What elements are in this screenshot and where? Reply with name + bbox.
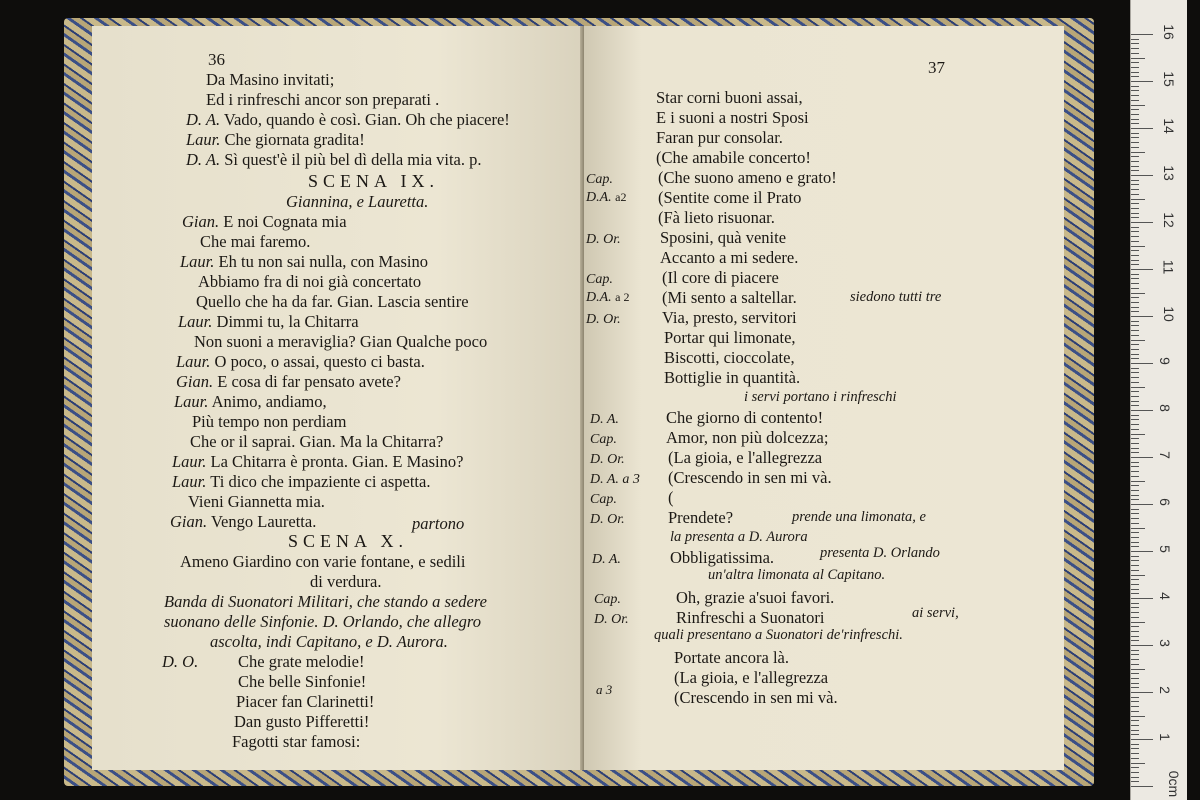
ruler-tick [1131,255,1139,256]
ruler-tick [1131,236,1139,237]
ruler-tick [1131,607,1139,608]
speaker-label: Cap. [594,592,621,607]
text-line: Faran pur consolar. [656,128,783,147]
ruler-label: 2 [1156,686,1173,694]
ruler-tick [1131,438,1139,439]
text-line: Da Masino invitati; [206,70,335,89]
speaker-label: Cap. [590,492,617,507]
ruler-tick [1131,114,1139,115]
text-line: Vieni Giannetta mia. [188,492,325,511]
text-line: Laur. Dimmi tu, la Chitarra [178,312,359,331]
text-line: Che or il saprai. Gian. Ma la Chitarra? [190,432,444,451]
speaker-label: Cap. [586,172,613,187]
text-line: (Che suono ameno e grato! [658,168,837,187]
ruler-tick [1131,81,1153,82]
ruler-tick [1131,53,1139,54]
speaker-label: D. Or. [590,452,625,467]
ruler-tick [1131,490,1139,491]
ruler-label: 14 [1160,118,1177,134]
left-page [92,26,584,770]
ruler-tick [1131,650,1139,651]
ruler-tick [1131,344,1139,345]
speaker-label: D. A. a 3 [590,472,640,487]
ruler-tick [1131,513,1139,514]
ruler-tick [1131,109,1139,110]
ruler-tick [1131,241,1139,242]
ruler-tick [1131,711,1139,712]
ruler-label: 1 [1156,733,1173,741]
character-list: Giannina, e Lauretta. [286,192,429,211]
ruler-tick [1131,401,1139,402]
ruler-tick [1131,396,1139,397]
ruler-tick [1131,231,1139,232]
ruler-tick [1131,325,1139,326]
ruler-tick [1131,43,1139,44]
speaker-label: D. Or. [586,232,621,247]
ruler-tick [1131,504,1153,505]
text-line: D. A. Sì quest'è il più bel dì della mia vita. p. [186,150,482,169]
text-line: Laur. O poco, o assai, questo ci basta. [176,352,425,371]
text-line: (Il core di piacere [662,268,779,287]
ruler-tick [1131,368,1139,369]
scene-heading: SCENA IX. [308,171,440,191]
text-line: Gian. E noi Cognata mia [182,212,347,231]
ruler-tick [1131,434,1145,435]
ruler-tick [1131,537,1139,538]
ruler-tick [1131,100,1139,101]
text-line: Ameno Giardino con varie fontane, e sedili [180,552,466,571]
ruler-tick [1131,664,1139,665]
ruler-label: 6 [1156,498,1173,506]
text-line: Che mai faremo. [200,232,311,251]
ruler-tick [1131,67,1139,68]
speaker-label: D. A. [590,412,619,427]
speaker-label: a 3 [596,682,613,697]
text-line: (La gioia, e l'allegrezza [668,448,823,467]
ruler-tick [1131,335,1139,336]
text-line: Dan gusto Pifferetti! [234,712,370,731]
stage-direction: un'altra limonata al Capitano. [708,567,886,583]
ruler-tick [1131,631,1139,632]
text-line: Abbiamo fra di noi già concertato [198,272,422,291]
right-page [584,26,1064,770]
ruler-tick [1131,283,1139,284]
text-line: Amor, non più dolcezza; [666,428,829,447]
ruler-tick [1131,706,1139,707]
ruler-tick [1131,640,1139,641]
ruler-tick [1131,246,1145,247]
text-line: Obbligatissima. [670,548,775,567]
ruler-tick [1131,382,1139,383]
ruler-tick [1131,786,1153,787]
text-line: (Crescendo in sen mi và. [668,468,832,487]
speaker-label: D. Or. [594,612,629,627]
ruler-tick [1131,546,1139,547]
ruler-tick [1131,72,1139,73]
speaker-label: D.A. a 2 [586,290,630,305]
ruler-tick [1131,551,1153,552]
stage-direction: prende una limonata, e [792,509,926,525]
speaker-label: D.A. a2 [586,190,627,205]
ruler-label: 5 [1156,545,1173,553]
ruler-tick [1131,692,1153,693]
ruler-tick [1131,579,1139,580]
ruler-tick [1131,626,1139,627]
ruler-label: 3 [1156,639,1173,647]
ruler-tick [1131,358,1139,359]
text-line: Laur. Ti dico che impaziente ci aspetta. [172,472,431,491]
speaker-label: D. A. [592,552,621,567]
ruler-tick [1131,476,1139,477]
ruler-tick [1131,462,1139,463]
ruler-tick [1131,443,1139,444]
ruler-tick [1131,184,1139,185]
ruler-tick [1131,377,1139,378]
ruler-tick [1131,589,1139,590]
ruler-tick [1131,734,1139,735]
text-line: Fagotti star famosi: [232,732,361,751]
ruler-tick [1131,457,1153,458]
stage-direction: Banda di Suonatori Militari, che stando a sedere [164,592,487,611]
scene-heading: SCENA X. [288,531,409,551]
ruler-tick [1131,321,1139,322]
ruler-tick [1131,302,1139,303]
ruler-tick [1131,48,1139,49]
ruler-tick [1131,612,1139,613]
text-line: Che belle Sinfonie! [238,672,367,691]
ruler-label: 8 [1156,404,1173,412]
ruler-tick [1131,405,1139,406]
stage-direction: quali presentano a Suonatori de'rinfreschi. [654,627,903,643]
text-line: Gian. Vengo Lauretta. [170,512,317,531]
ruler-tick [1131,128,1153,129]
text-line: (Mi sento a saltellar. [662,288,797,307]
page-number: 37 [928,58,945,77]
ruler-label: 16 [1160,24,1177,40]
ruler-tick [1131,194,1139,195]
ruler-tick [1131,565,1139,566]
text-line: Portar qui limonate, [664,328,796,347]
ruler-tick [1131,123,1139,124]
ruler-tick [1131,119,1139,120]
ruler-tick [1131,161,1139,162]
text-line: Più tempo non perdiam [192,412,347,431]
text-line: Piacer fan Clarinetti! [236,692,375,711]
text-line: Prendete? [668,508,734,527]
text-line: Rinfreschi a Suonatori [676,608,825,627]
ruler-label: 15 [1160,71,1177,87]
text-line: Bottiglie in quantità. [664,368,801,387]
ruler-tick [1131,180,1139,181]
ruler-tick [1131,419,1139,420]
ruler-tick [1131,598,1153,599]
ruler-tick [1131,683,1139,684]
ruler-label: 4 [1156,592,1173,600]
speaker-label: D. Or. [590,512,625,527]
ruler-tick [1131,678,1139,679]
ruler-tick [1131,288,1139,289]
ruler-tick [1131,429,1139,430]
ruler-tick [1131,636,1139,637]
ruler-tick [1131,584,1139,585]
ruler-tick [1131,659,1139,660]
text-line: ( [668,488,674,507]
ruler-tick [1131,570,1139,571]
stage-direction: la presenta a D. Aurora [670,529,808,545]
ruler-tick [1131,471,1139,472]
ruler-label: 7 [1156,451,1173,459]
ruler-tick [1131,532,1139,533]
ruler-tick [1131,250,1139,251]
ruler-tick [1131,448,1139,449]
ruler-tick [1131,758,1139,759]
ruler-tick [1131,62,1139,63]
stage-direction: suonano delle Sinfonie. D. Orlando, che allegro [164,612,481,631]
ruler-tick [1131,452,1139,453]
ruler-tick [1131,133,1139,134]
ruler-tick [1131,222,1153,223]
ruler-tick [1131,481,1145,482]
ruler-tick [1131,772,1139,773]
text-line: E i suoni a nostri Sposi [656,108,809,127]
ruler-label: 13 [1160,165,1177,181]
ruler-label: 12 [1160,212,1177,228]
ruler-label: 0cm [1166,770,1183,798]
text-line: Oh, grazie a'suoi favori. [676,588,835,607]
stage-direction: i servi portano i rinfreschi [744,389,897,405]
ruler-tick [1131,86,1139,87]
ruler-tick [1131,264,1139,265]
ruler-tick [1131,673,1139,674]
ruler-tick [1131,763,1145,764]
ruler-label: 9 [1156,357,1173,365]
speaker-label: D. Or. [586,312,621,327]
ruler-tick [1131,415,1139,416]
text-line: Star corni buoni assai, [656,88,803,107]
ruler-tick [1131,330,1139,331]
stage-direction: siedono tutti tre [850,289,942,305]
text-line: Laur. Animo, andiamo, [174,392,327,411]
ruler-tick [1131,725,1139,726]
ruler-tick [1131,269,1153,270]
text-line: di verdura. [310,572,382,591]
ruler-tick [1131,753,1139,754]
ruler-tick [1131,603,1139,604]
ruler-tick [1131,424,1139,425]
ruler-tick [1131,739,1153,740]
ruler-tick [1131,372,1139,373]
ruler-tick [1131,716,1145,717]
text-line: Biscotti, cioccolate, [664,348,795,367]
ruler-tick [1131,166,1139,167]
ruler-tick [1131,105,1145,106]
text-line: Laur. Eh tu non sai nulla, con Masino [180,252,428,271]
ruler-tick [1131,485,1139,486]
ruler-tick [1131,701,1139,702]
ruler-tick [1131,363,1153,364]
ruler-tick [1131,208,1139,209]
ruler-tick [1131,617,1139,618]
text-line: Che giorno di contento! [666,408,824,427]
text-line: Sposini, quà venite [660,228,787,247]
ruler-tick [1131,189,1139,190]
text-line: Laur. La Chitarra è pronta. Gian. E Masino? [172,452,464,471]
ruler-tick [1131,175,1153,176]
ruler-tick [1131,152,1145,153]
ruler-tick [1131,509,1139,510]
ruler-tick [1131,217,1139,218]
ruler-tick [1131,744,1139,745]
ruler-tick [1131,39,1139,40]
ruler-tick [1131,781,1139,782]
ruler-tick [1131,90,1139,91]
text-line: (Crescendo in sen mi và. [674,688,838,707]
ruler-tick [1131,697,1139,698]
text-line: (Sentite come il Prato [658,188,802,207]
ruler-tick [1131,293,1145,294]
text-line: Via, presto, servitori [662,308,797,327]
text-line: Portate ancora là. [674,648,789,667]
ruler-tick [1131,720,1139,721]
ruler-tick [1131,354,1139,355]
ruler-tick [1131,95,1139,96]
ruler-tick [1131,575,1145,576]
ruler-tick [1131,560,1139,561]
text-line: Gian. E cosa di far pensato avete? [176,372,401,391]
ruler-tick [1131,391,1139,392]
text-line: Laur. Che giornata gradita! [186,130,365,149]
text-line: D. A. Vado, quando è così. Gian. Oh che piacere! [186,110,510,129]
ruler-tick [1131,278,1139,279]
measurement-ruler [1130,0,1187,800]
ruler-tick [1131,622,1145,623]
ruler-tick [1131,349,1139,350]
ruler-tick [1131,58,1145,59]
ruler-tick [1131,307,1139,308]
ruler-tick [1131,142,1139,143]
ruler-tick [1131,316,1153,317]
stage-direction: partono [412,514,465,533]
ruler-tick [1131,499,1139,500]
ruler-tick [1131,137,1139,138]
ruler-tick [1131,777,1139,778]
text-line: (Che amabile concerto! [656,148,811,167]
ruler-tick [1131,170,1139,171]
ruler-tick [1131,297,1139,298]
ruler-tick [1131,523,1139,524]
ruler-tick [1131,340,1145,341]
ruler-tick [1131,76,1139,77]
text-line: Quello che ha da far. Gian. Lascia sentire [196,292,469,311]
ruler-tick [1131,156,1139,157]
ruler-label: 11 [1160,259,1177,275]
ruler-tick [1131,593,1139,594]
ruler-label: 10 [1160,306,1177,322]
ruler-tick [1131,654,1139,655]
ruler-tick [1131,213,1139,214]
ruler-tick [1131,203,1139,204]
ruler-tick [1131,410,1153,411]
text-line: Accanto a mi sedere. [660,248,799,267]
ruler-tick [1131,199,1145,200]
ruler-tick [1131,669,1145,670]
ruler-tick [1131,687,1139,688]
ruler-tick [1131,227,1139,228]
ruler-tick [1131,730,1139,731]
text-line: D. O. [162,652,199,671]
stage-direction: presenta D. Orlando [820,545,940,561]
ruler-tick [1131,466,1139,467]
ruler-tick [1131,748,1139,749]
text-line: Ed i rinfreschi ancor son preparati . [206,90,440,109]
ruler-tick [1131,311,1139,312]
ruler-tick [1131,147,1139,148]
ruler-tick [1131,556,1139,557]
ruler-tick [1131,645,1153,646]
ruler-tick [1131,260,1139,261]
speaker-label: Cap. [586,272,613,287]
ruler-tick [1131,274,1139,275]
page-number: 36 [208,50,225,69]
text-line: Non suoni a meraviglia? Gian Qualche poco [194,332,488,351]
ruler-tick [1131,528,1145,529]
ruler-tick [1131,34,1153,35]
ruler-tick [1131,542,1139,543]
text-line: (La gioia, e l'allegrezza [674,668,829,687]
speaker-label: Cap. [590,432,617,447]
stage-direction: ai servi, [912,605,959,621]
ruler-tick [1131,387,1145,388]
ruler-tick [1131,495,1139,496]
text-line: (Fà lieto risuonar. [658,208,775,227]
ruler-tick [1131,518,1139,519]
ruler-tick [1131,767,1139,768]
stage-direction: ascolta, indi Capitano, e D. Aurora. [210,632,448,651]
text-line: Che grate melodie! [238,652,365,671]
